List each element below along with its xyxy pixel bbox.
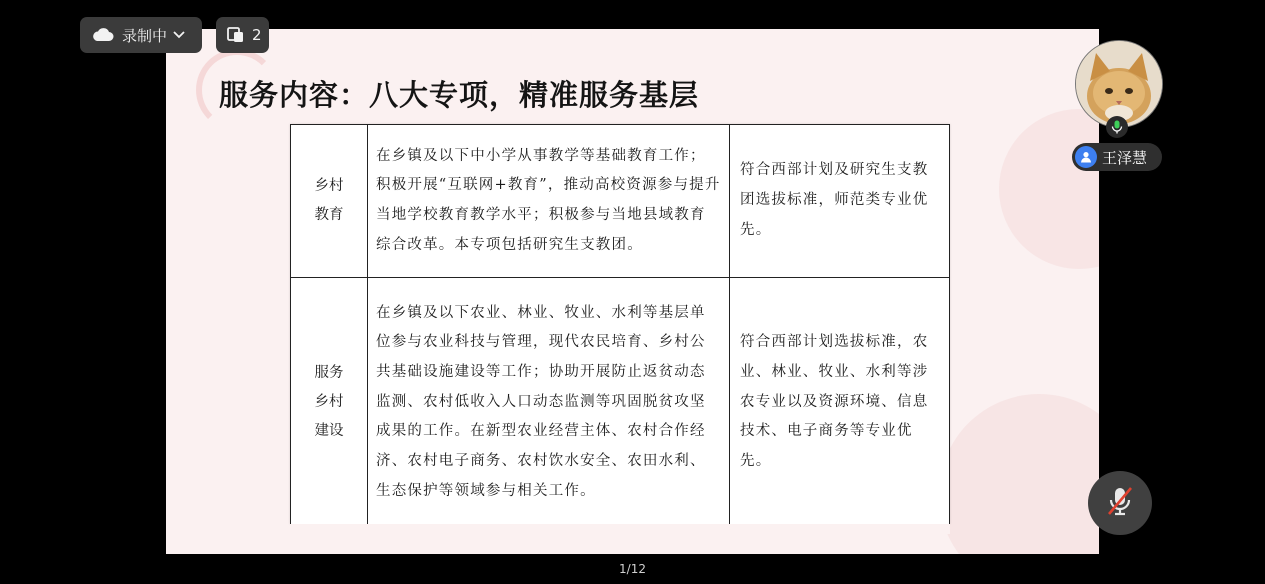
slide-decoration (939, 394, 1099, 554)
chevron-down-icon (173, 28, 185, 43)
screen-share-icon (227, 26, 245, 44)
requirement-cell: 符合西部计划及研究生支教团选拔标准，师范类专业优先。 (730, 125, 950, 278)
recording-label: 录制中 (122, 26, 168, 45)
category-cell (291, 125, 368, 278)
table-row (291, 278, 950, 528)
share-count: 2 (252, 26, 262, 44)
category-label: 乡村 教育 (314, 178, 344, 223)
microphone-off-icon (1105, 485, 1135, 521)
table-row (291, 125, 950, 278)
recording-status-button[interactable] (80, 17, 202, 53)
document-image (290, 124, 950, 524)
slide-title: 服务内容：八大专项，精准服务基层 (219, 78, 700, 112)
user-icon (1075, 146, 1097, 168)
requirement-cell: 符合西部计划选拔标准，农业、林业、牧业、水利等涉农专业以及资源环境、信息技术、电子商务等专业优先。 (730, 278, 950, 528)
shared-slide (166, 29, 1099, 554)
category-cell (291, 278, 368, 528)
service-table (290, 124, 950, 528)
participant-avatar[interactable] (1075, 40, 1163, 128)
description-cell: 在乡镇及以下中小学从事教学等基础教育工作；积极开展“互联网+教育”，推动高校资源参与提升当地学校教育教学水平；积极参与当地县域教育综合改革。本专项包括研究生支教团。 (368, 125, 730, 278)
screen-share-button[interactable] (216, 17, 269, 53)
category-label: 服务 乡村 建设 (314, 365, 344, 439)
participant-name: 王泽慧 (1102, 148, 1148, 167)
cloud-icon (92, 28, 114, 42)
microphone-icon (1106, 116, 1128, 138)
slide-decoration (999, 109, 1099, 269)
description-cell: 在乡镇及以下农业、林业、牧业、水利等基层单位参与农业科技与管理，现代农民培育、乡村公共基础设施建设等工作；协助开展防止返贫动态监测、农村低收入人口动态监测等巩固脱贫攻坚成果的工作。在新型农业经营主体、农村合作经济、农村电子商务、农村饮水安全、农田水利、生态保护等领域参与相关工作。 (368, 278, 730, 528)
page-indicator: 1/12 (619, 562, 646, 576)
participant-name-tag (1072, 143, 1162, 171)
mute-microphone-button[interactable] (1088, 471, 1152, 535)
document-crop-edge (290, 524, 950, 534)
